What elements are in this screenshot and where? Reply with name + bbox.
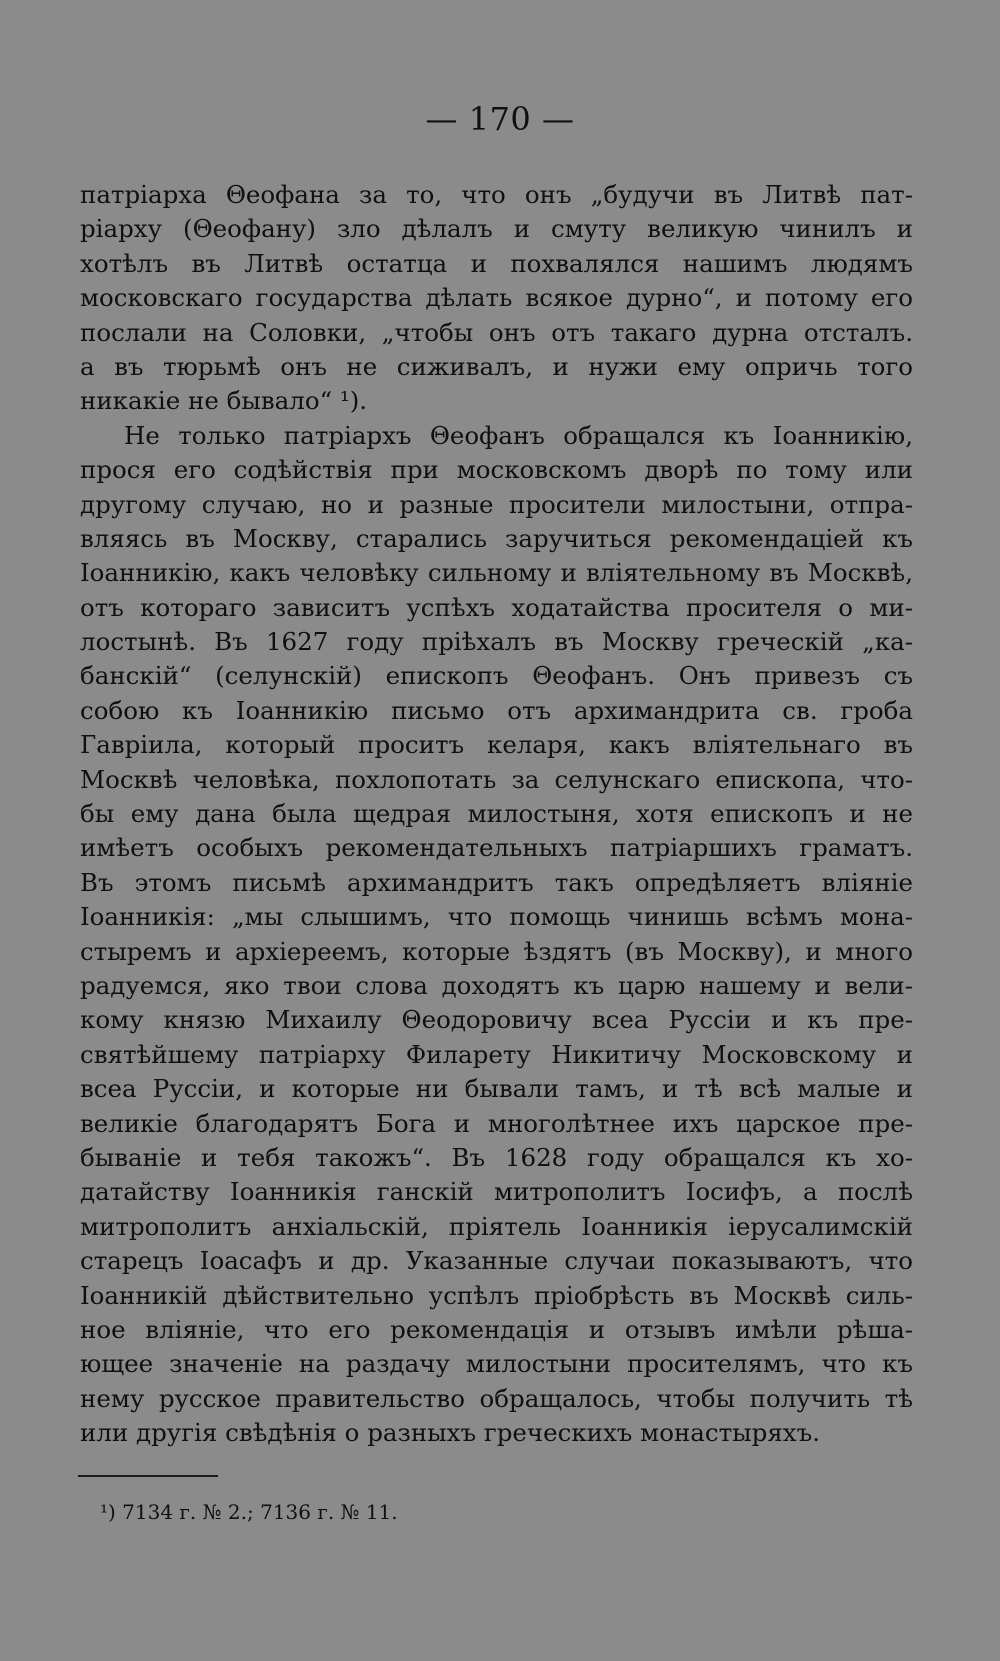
- text-line: отъ котораго зависитъ успѣхъ ходатайства просителя о ми-: [80, 592, 913, 622]
- text-line: Іоанникія: „мы слышимъ, что помощь чинишь всѣмъ мона-: [80, 902, 913, 932]
- text-line: а въ тюрьмѣ онъ не сиживалъ, и нужи ему опричь того: [80, 351, 913, 381]
- text-line: Не только патріархъ Θеофанъ обращался къ Іоанникію,: [124, 420, 913, 450]
- text-line: всеа Руссіи, и которые ни бывали тамъ, и тѣ всѣ малые и: [80, 1074, 913, 1104]
- text-line: Іоанникію, какъ человѣку сильному и вліятельному въ Москвѣ,: [80, 558, 913, 588]
- text-line: Въ этомъ письмѣ архимандритъ такъ опредѣляетъ вліяніе: [80, 867, 913, 897]
- footnote: ¹) 7134 г. № 2.; 7136 г. № 11.: [100, 1500, 398, 1524]
- footnote-divider: [78, 1475, 218, 1477]
- text-line: Гавріила, который проситъ келаря, какъ вліятельнаго въ: [80, 730, 913, 760]
- text-line: ющее значеніе на раздачу милостыни просителямъ, что къ: [80, 1349, 913, 1379]
- text-line: прося его содѣйствія при московскомъ дворѣ по тому или: [80, 455, 913, 485]
- text-line: ное вліяніе, что его рекомендація и отзывъ имѣли рѣша-: [80, 1314, 913, 1344]
- text-line: святѣйшему патріарху Филарету Никитичу Московскому и: [80, 1039, 913, 1069]
- text-line: Москвѣ человѣка, похлопотать за селунскаго епископа, что-: [80, 764, 913, 794]
- text-line: хотѣлъ въ Литвѣ остатца и похвалялся нашимъ людямъ: [80, 248, 913, 278]
- text-line: послали на Соловки, „чтобы онъ отъ такаго дурна отсталъ.: [80, 317, 913, 347]
- text-line: банскій“ (селунскій) епископъ Θеофанъ. Онъ привезъ съ: [80, 661, 913, 691]
- text-line: ріарху (Θеофану) зло дѣлалъ и смуту великую чинилъ и: [80, 214, 913, 244]
- text-line: великіе благодарятъ Бога и многолѣтнее ихъ царское пре-: [80, 1108, 913, 1138]
- body-text: [80, 178, 913, 1450]
- text-line: датайству Іоанникія ганскій митрополитъ Іосифъ, а послѣ: [80, 1177, 913, 1207]
- page-number: — 170 —: [425, 100, 575, 138]
- text-line: Іоанникій дѣйствительно успѣлъ пріобрѣсть въ Москвѣ силь-: [80, 1280, 913, 1310]
- text-line: вляясь въ Москву, старались заручиться рекомендаціей къ: [80, 523, 913, 553]
- text-line: или другія свѣдѣнія о разныхъ греческихъ монастыряхъ.: [80, 1418, 821, 1448]
- text-line: имѣетъ особыхъ рекомендательныхъ патріаршихъ граматъ.: [80, 833, 913, 863]
- text-line: лостынѣ. Въ 1627 году пріѣхалъ въ Москву греческій „ка-: [80, 627, 913, 657]
- text-line: собою къ Іоанникію письмо отъ архимандрита св. гроба: [80, 695, 913, 725]
- text-line: патріарха Θеофана за то, что онъ „будучи въ Литвѣ пат-: [80, 180, 913, 209]
- text-line: радуемся, яко твои слова доходятъ къ царю нашему и вели-: [80, 970, 913, 1000]
- text-line: стыремъ и архіереемъ, которые ѣздятъ (въ Москву), и много: [80, 936, 913, 966]
- text-line: старецъ Іоасафъ и др. Указанные случаи показываютъ, что: [80, 1246, 913, 1276]
- text-line: митрополитъ анхіальскій, пріятель Іоанникія іерусалимскій: [80, 1211, 913, 1241]
- text-line: московскаго государства дѣлать всякое дурно“, и потому его: [80, 283, 913, 313]
- text-line: другому случаю, но и разные просители милостыни, отпра-: [80, 489, 913, 519]
- text-line: никакіе не бывало“ ¹).: [80, 386, 368, 416]
- text-line: бы ему дана была щедрая милостыня, хотя епископъ и не: [80, 799, 913, 829]
- text-line: бываніе и тебя такожъ“. Въ 1628 году обращался къ хо-: [80, 1142, 913, 1172]
- text-line: нему русское правительство обращалось, чтобы получить тѣ: [80, 1383, 913, 1413]
- text-line: кому князю Михаилу Θеодоровичу всеа Руссіи и къ пре-: [80, 1005, 913, 1035]
